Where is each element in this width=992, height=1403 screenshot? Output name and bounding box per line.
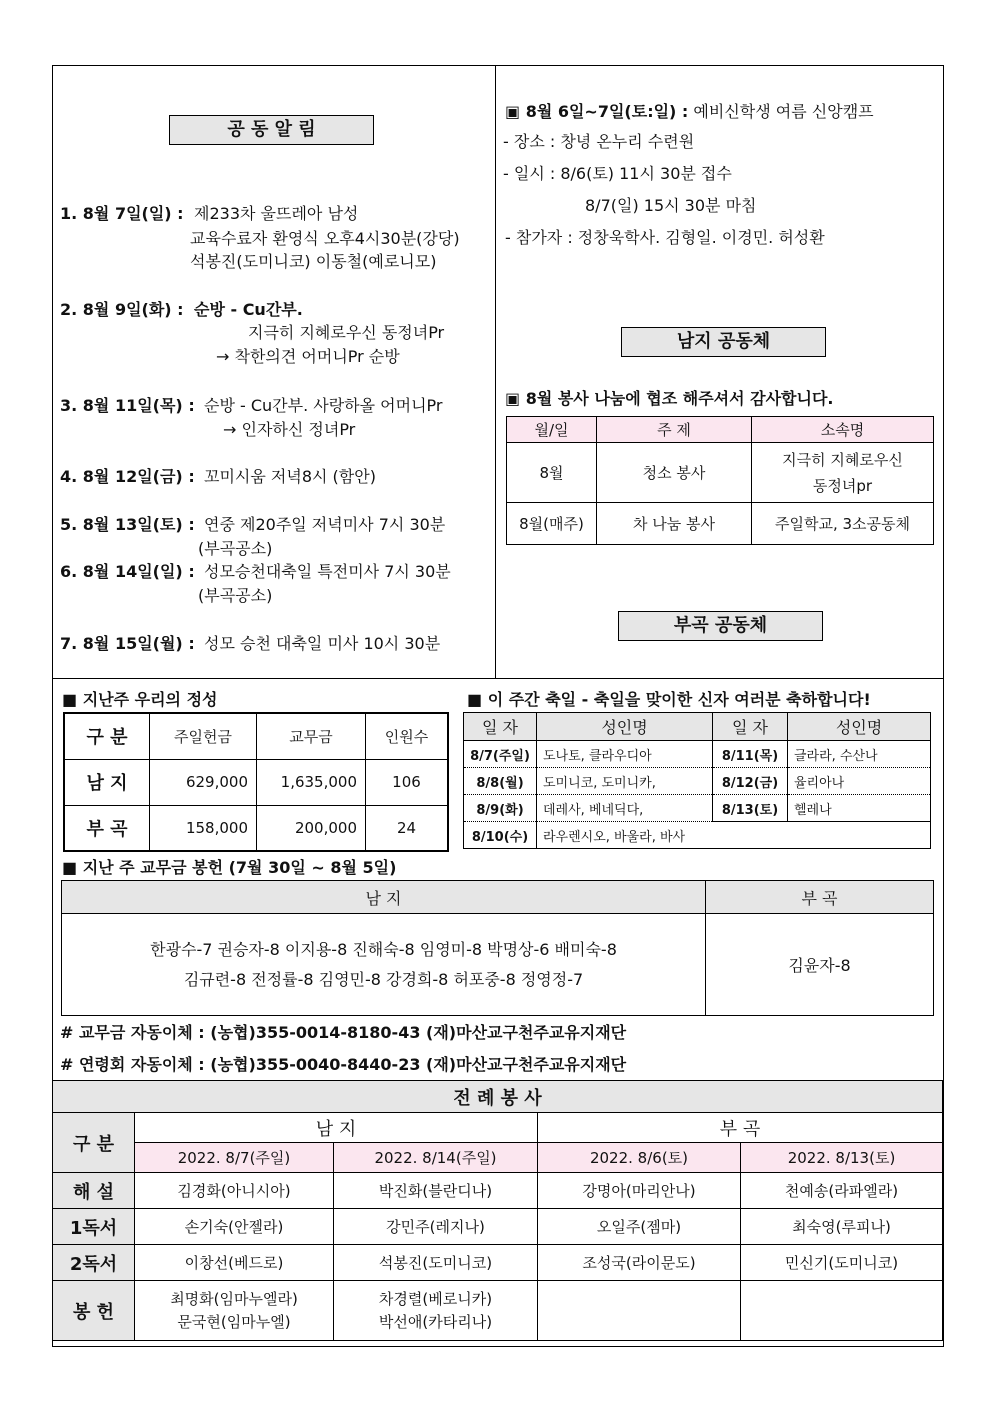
offering-header: 인원수 [366,713,449,759]
notice-line: 순방 - Cu간부. 사랑하올 어머니Pr [204,396,443,415]
liturgy-cell: 강명아(마리안나) [538,1173,741,1209]
feast-date: 8/10(수) [464,822,537,849]
feast-date: 8/7(주일) [464,741,537,768]
table-row [64,805,448,851]
liturgy-cell: 강민주(레지나) [334,1209,538,1245]
table-row [62,914,934,1016]
notice-line: 성모 승천 대축일 미사 10시 30분 [204,634,441,653]
notice-line: 성모승천대축일 특전미사 7시 30분 [204,562,451,581]
offering-cell: 158,000 [150,805,257,851]
liturgy-gubun: 구 분 [53,1113,135,1173]
camp-date-1: - 일시 : 8/6(토) 11시 30분 접수 [503,164,732,183]
feast-date: 8/13(토) [713,795,788,822]
notice-date: 2. 8월 9일(화) : [60,300,184,319]
liturgy-date: 2022. 8/6(토) [538,1143,741,1173]
feast-title: ■ 이 주간 축일 - 축일을 맞이한 신자 여러분 축하합니다! [467,690,871,709]
liturgy-cell: 오일주(젬마) [538,1209,741,1245]
notice-line: 지극히 지혜로우신 동정녀Pr [248,323,445,342]
liturgy-role: 1독서 [53,1209,135,1245]
notice-date: 1. 8월 7일(일) : [60,204,184,223]
liturgy-cell [135,1281,334,1341]
offering-cell: 24 [366,805,449,851]
table-row [53,1209,943,1245]
offering-cell: 남 지 [64,759,150,805]
notice-date: 6. 8월 14일(일) : [60,562,195,581]
liturgy-role: 해 설 [53,1173,135,1209]
service-cell: 청소 봉사 [597,443,752,503]
liturgy-cell: 박진화(블란디나) [334,1173,538,1209]
camp-heading-rest: 예비신학생 여름 신앙캠프 [688,102,874,121]
feast-date: 8/11(목) [713,741,788,768]
notice-line: 순방 - Cu간부. [194,300,303,319]
namji-title: 남지 공동체 [621,327,826,357]
notice-line: 제233차 울뜨레아 남성 [194,204,359,223]
liturgy-cell-line: 차경렬(베로니카) [378,1289,493,1308]
service-cell: 주일학교, 3소공동체 [752,503,934,545]
offering-cell: 부 곡 [64,805,150,851]
table-row [53,1281,943,1341]
offering-title: ■ 지난주 우리의 정성 [62,690,218,709]
service-cell [752,443,934,503]
liturgy-date: 2022. 8/14(주일) [334,1143,538,1173]
liturgy-role: 2독서 [53,1245,135,1281]
table-row [464,822,931,849]
feast-saints: 라우렌시오, 바울라, 바사 [537,822,931,849]
camp-members: - 참가자 : 정창욱학사. 김형일. 이경민. 허성환 [505,228,825,247]
service-cell-line: 지극히 지혜로우신 [782,450,903,469]
service-table [506,416,934,545]
notice-line: 연중 제20주일 저녁미사 7시 30분 [204,515,446,534]
liturgy-cell: 조성국(라이문도) [538,1245,741,1281]
feast-saints: 율리아나 [788,768,931,795]
dues-header-namji: 남 지 [62,881,706,914]
dues-namji-line: 김규련-8 전정률-8 김영민-8 강경희-8 허포중-8 정영정-7 [183,969,584,989]
service-cell: 8월 [507,443,597,503]
service-header: 소속명 [752,417,934,443]
notice-date: 3. 8월 11일(목) : [60,396,195,415]
offering-cell: 200,000 [257,805,366,851]
service-header: 주 제 [597,417,752,443]
section-divider-top [52,678,943,679]
notice-date: 5. 8월 13일(토) : [60,515,195,534]
notice-line: → 인자하신 정녀Pr [223,420,356,439]
liturgy-bugok-header: 부 곡 [538,1113,943,1143]
table-row [507,503,934,545]
feast-date: 8/8(월) [464,768,537,795]
liturgy-cell: 최숙영(루피나) [741,1209,943,1245]
notice-date: 4. 8월 12일(금) : [60,467,195,486]
offering-header: 주일헌금 [150,713,257,759]
liturgy-cell: 김경화(아니시아) [135,1173,334,1209]
dues-title: ■ 지난 주 교무금 봉헌 (7월 30일 ~ 8월 5일) [62,858,397,877]
transfer-line-2: # 연령회 자동이체 : (농협)355-0040-8440-23 (재)마산교구천주교유지재단 [60,1055,627,1074]
notice-date: 7. 8월 15일(월) : [60,634,195,653]
liturgy-cell: 손기숙(안젤라) [135,1209,334,1245]
camp-heading [505,101,874,123]
feast-header: 일 자 [713,713,788,741]
table-row [464,768,931,795]
liturgy-namji-header: 남 지 [135,1113,538,1143]
feast-header: 일 자 [464,713,537,741]
camp-heading-bold: ▣ 8월 6일~7일(토:일) : [505,102,689,121]
liturgy-cell: 석봉진(도미니코) [334,1245,538,1281]
feast-date: 8/12(금) [713,768,788,795]
liturgy-cell-line: 최명화(임마누엘라) [170,1289,298,1308]
offering-cell: 629,000 [150,759,257,805]
liturgy-table [52,1080,943,1341]
liturgy-cell: 이창선(베드로) [135,1245,334,1281]
feast-saints: 헬레나 [788,795,931,822]
feast-table [463,712,931,849]
dues-bugok-cell: 김윤자-8 [706,914,934,1016]
camp-place: - 장소 : 창녕 온누리 수련원 [503,132,695,151]
liturgy-cell-line: 박선애(카타리나) [378,1312,493,1331]
feast-date: 8/9(화) [464,795,537,822]
notice-title: 공 동 알 림 [169,115,374,145]
dues-header-bugok: 부 곡 [706,881,934,914]
offering-header: 구 분 [64,713,150,759]
feast-saints: 도나토, 클라우디아 [537,741,713,768]
liturgy-date: 2022. 8/13(토) [741,1143,943,1173]
feast-header: 성인명 [788,713,931,741]
table-row [464,741,931,768]
feast-saints: 도미니코, 도미니카, [537,768,713,795]
notice-line: (부곡공소) [198,586,273,605]
liturgy-cell: 천예송(라파엘라) [741,1173,943,1209]
table-row [507,443,934,503]
feast-header: 성인명 [537,713,713,741]
liturgy-cell [538,1281,741,1341]
dues-namji-cell [62,914,706,1016]
feast-saints: 데레사, 베네딕다, [537,795,713,822]
dues-namji-line: 한광수-7 권승자-8 이지용-8 진해숙-8 임영미-8 박명상-6 배미숙-8 [150,939,617,959]
liturgy-cell [741,1281,943,1341]
notice-line: 교육수료자 환영식 오후4시30분(강당) [190,229,460,248]
feast-saints: 글라라, 수산나 [788,741,931,768]
table-row [53,1173,943,1209]
service-header: 월/일 [507,417,597,443]
service-cell-line: 동정녀pr [812,476,873,495]
liturgy-title: 전 례 봉 사 [53,1081,943,1113]
bugok-title: 부곡 공동체 [618,611,823,641]
liturgy-cell-line: 문국현(임마누엘) [177,1312,291,1331]
liturgy-date: 2022. 8/7(주일) [135,1143,334,1173]
column-divider [495,65,496,678]
offering-header: 교무금 [257,713,366,759]
namji-thanks: ▣ 8월 봉사 나눔에 협조 해주셔서 감사합니다. [505,389,834,408]
transfer-line-1: # 교무금 자동이체 : (농협)355-0014-8180-43 (재)마산교구천주교유지재단 [60,1023,627,1042]
offering-table [63,712,449,852]
offering-cell: 1,635,000 [257,759,366,805]
service-cell: 8월(매주) [507,503,597,545]
table-row [53,1245,943,1281]
dues-table [61,880,934,1016]
liturgy-role: 봉 헌 [53,1281,135,1341]
offering-cell: 106 [366,759,449,805]
notice-line: (부곡공소) [198,539,273,558]
liturgy-cell: 민신기(도미니코) [741,1245,943,1281]
notice-line: 석봉진(도미니코) 이동철(예로니모) [190,252,437,271]
service-cell: 차 나눔 봉사 [597,503,752,545]
notice-line: 꼬미시움 저녁8시 (함안) [204,467,376,486]
table-row [464,795,931,822]
notice-line: → 착한의견 어머니Pr 순방 [216,347,400,366]
camp-date-2: 8/7(일) 15시 30분 마침 [585,196,757,215]
table-row [64,759,448,805]
liturgy-cell [334,1281,538,1341]
